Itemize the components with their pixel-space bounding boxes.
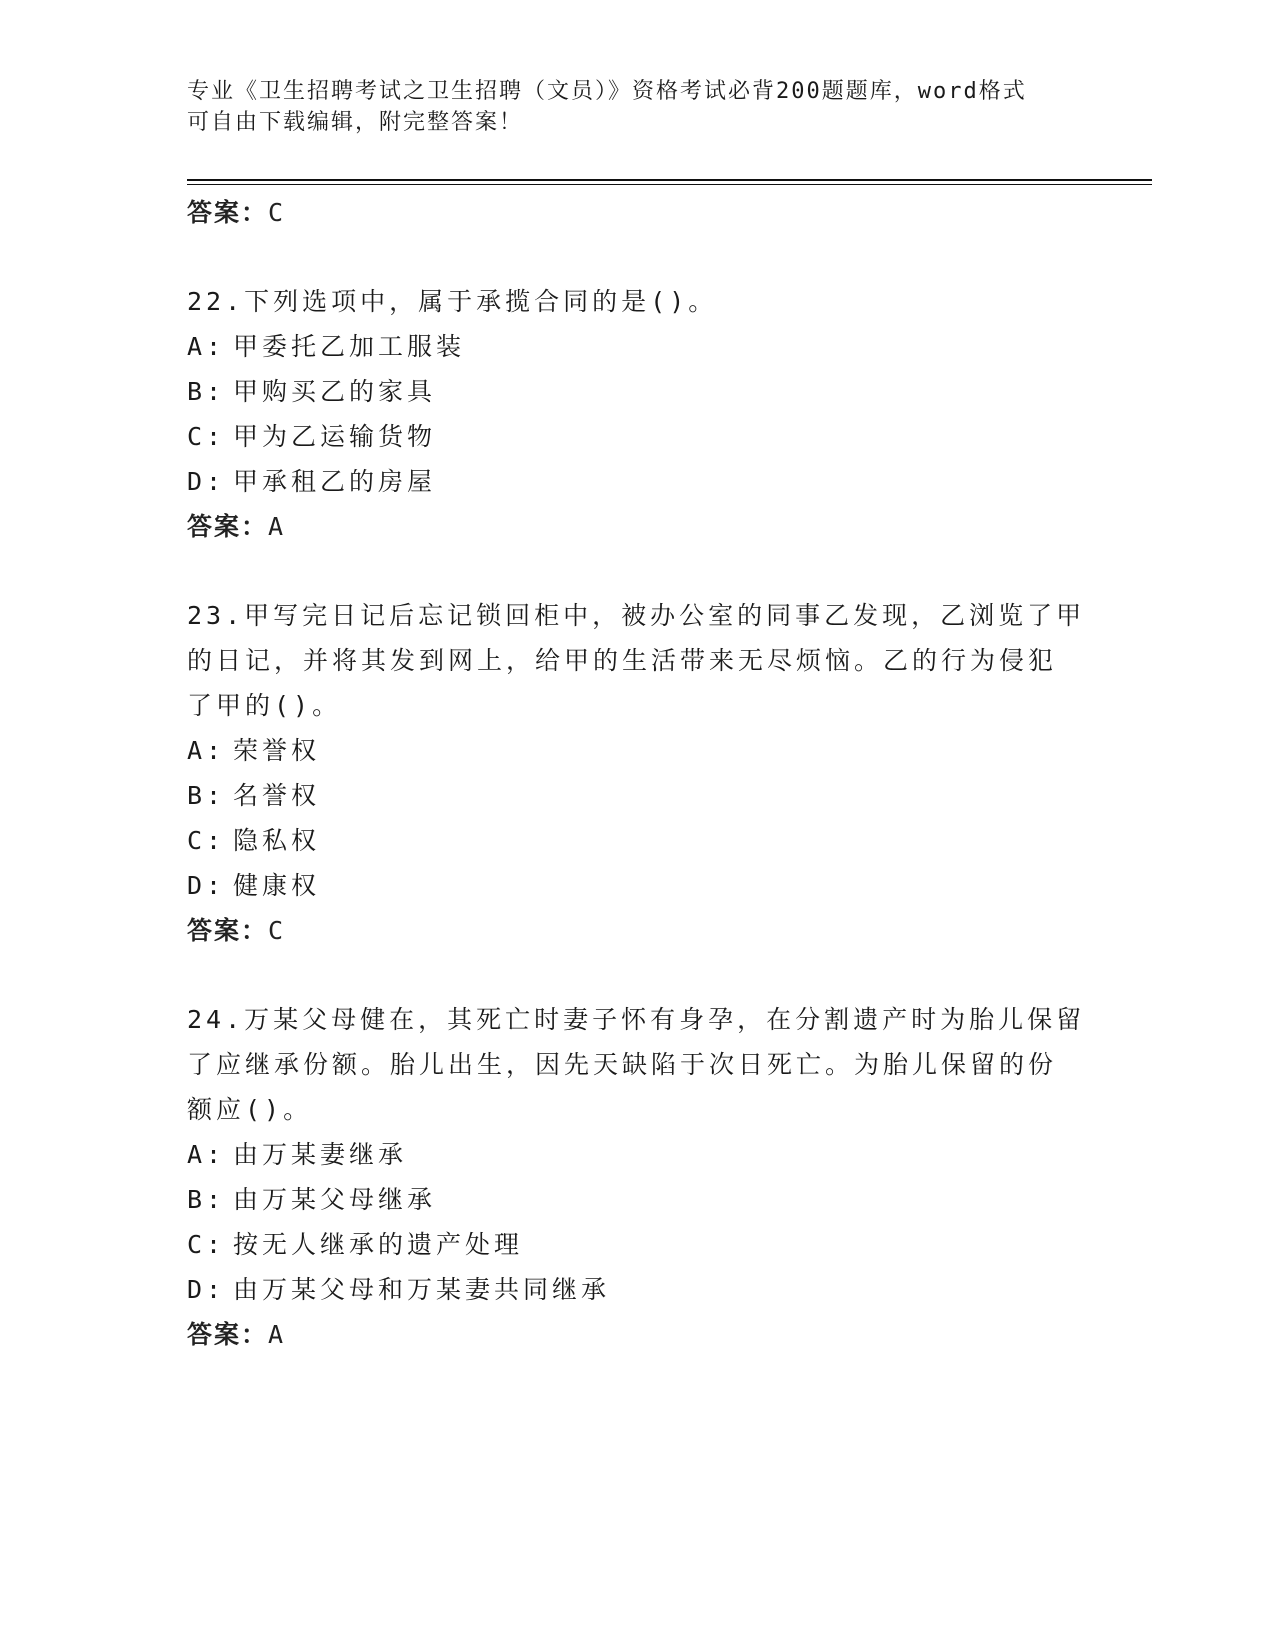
answer-label: 答案： — [187, 1320, 269, 1349]
option-key: D: — [187, 871, 226, 900]
answer-value: A — [268, 512, 286, 541]
header-divider-thin — [187, 184, 1152, 185]
option-text: 甲为乙运输货物 — [233, 422, 437, 451]
option-d — [187, 863, 1087, 908]
answer-label: 答案： — [187, 916, 269, 945]
option-text: 由万某父母继承 — [233, 1185, 437, 1214]
header-line-1: 专业《卫生招聘考试之卫生招聘（文员）》资格考试必背200题题库，word格式 — [187, 79, 1027, 104]
option-key: A: — [187, 736, 226, 765]
option-text: 由万某父母和万某妻共同继承 — [233, 1275, 611, 1304]
option-key: C: — [187, 826, 226, 855]
question-answer — [187, 504, 1087, 550]
answer-value: C — [268, 916, 286, 945]
question-answer — [187, 1312, 1087, 1358]
answer-label: 答案： — [187, 198, 269, 227]
option-b — [187, 369, 1087, 414]
question-stem-line: 的日记，并将其发到网上，给甲的生活带来无尽烦恼。乙的行为侵犯 — [187, 646, 1058, 675]
question-23 — [187, 593, 1087, 954]
option-text: 名誉权 — [233, 781, 321, 810]
option-key: A: — [187, 1140, 226, 1169]
option-key: B: — [187, 377, 226, 406]
answer-label: 答案： — [187, 512, 269, 541]
header-divider-thick — [187, 179, 1152, 181]
option-key: C: — [187, 1230, 226, 1259]
option-key: A: — [187, 332, 226, 361]
option-a — [187, 1132, 1087, 1177]
question-stem-line: 22.下列选项中，属于承揽合同的是()。 — [187, 287, 718, 316]
answer-value: C — [268, 198, 286, 227]
option-key: C: — [187, 422, 226, 451]
option-b — [187, 773, 1087, 818]
option-text: 甲承租乙的房屋 — [233, 467, 437, 496]
option-c — [187, 818, 1087, 863]
option-text: 由万某妻继承 — [233, 1140, 408, 1169]
option-key: D: — [187, 1275, 226, 1304]
option-text: 按无人继承的遗产处理 — [233, 1230, 524, 1259]
option-a — [187, 324, 1087, 369]
option-text: 隐私权 — [233, 826, 321, 855]
answer-value: A — [268, 1320, 286, 1349]
option-a — [187, 728, 1087, 773]
header-line-2: 可自由下载编辑，附完整答案！ — [187, 110, 524, 135]
option-b — [187, 1177, 1087, 1222]
question-stem-line: 23.甲写完日记后忘记锁回柜中，被办公室的同事乙发现，乙浏览了甲 — [187, 601, 1086, 630]
option-key: B: — [187, 781, 226, 810]
document-header — [187, 76, 1067, 138]
question-22 — [187, 279, 1087, 550]
question-answer — [187, 908, 1087, 954]
option-key: D: — [187, 467, 226, 496]
option-c — [187, 414, 1087, 459]
option-text: 健康权 — [233, 871, 321, 900]
option-d — [187, 459, 1087, 504]
option-text: 甲购买乙的家具 — [233, 377, 437, 406]
option-text: 甲委托乙加工服装 — [233, 332, 466, 361]
question-content — [187, 190, 1087, 1358]
question-stem-line: 24.万某父母健在，其死亡时妻子怀有身孕，在分割遗产时为胎儿保留 — [187, 1005, 1086, 1034]
question-24 — [187, 997, 1087, 1358]
option-d — [187, 1267, 1087, 1312]
question-stem-line: 额应()。 — [187, 1095, 313, 1124]
question-stem-line: 了应继承份额。胎儿出生，因先天缺陷于次日死亡。为胎儿保留的份 — [187, 1050, 1058, 1079]
previous-question-answer — [187, 190, 1087, 236]
option-text: 荣誉权 — [233, 736, 321, 765]
question-stem-line: 了甲的()。 — [187, 691, 342, 720]
option-c — [187, 1222, 1087, 1267]
option-key: B: — [187, 1185, 226, 1214]
